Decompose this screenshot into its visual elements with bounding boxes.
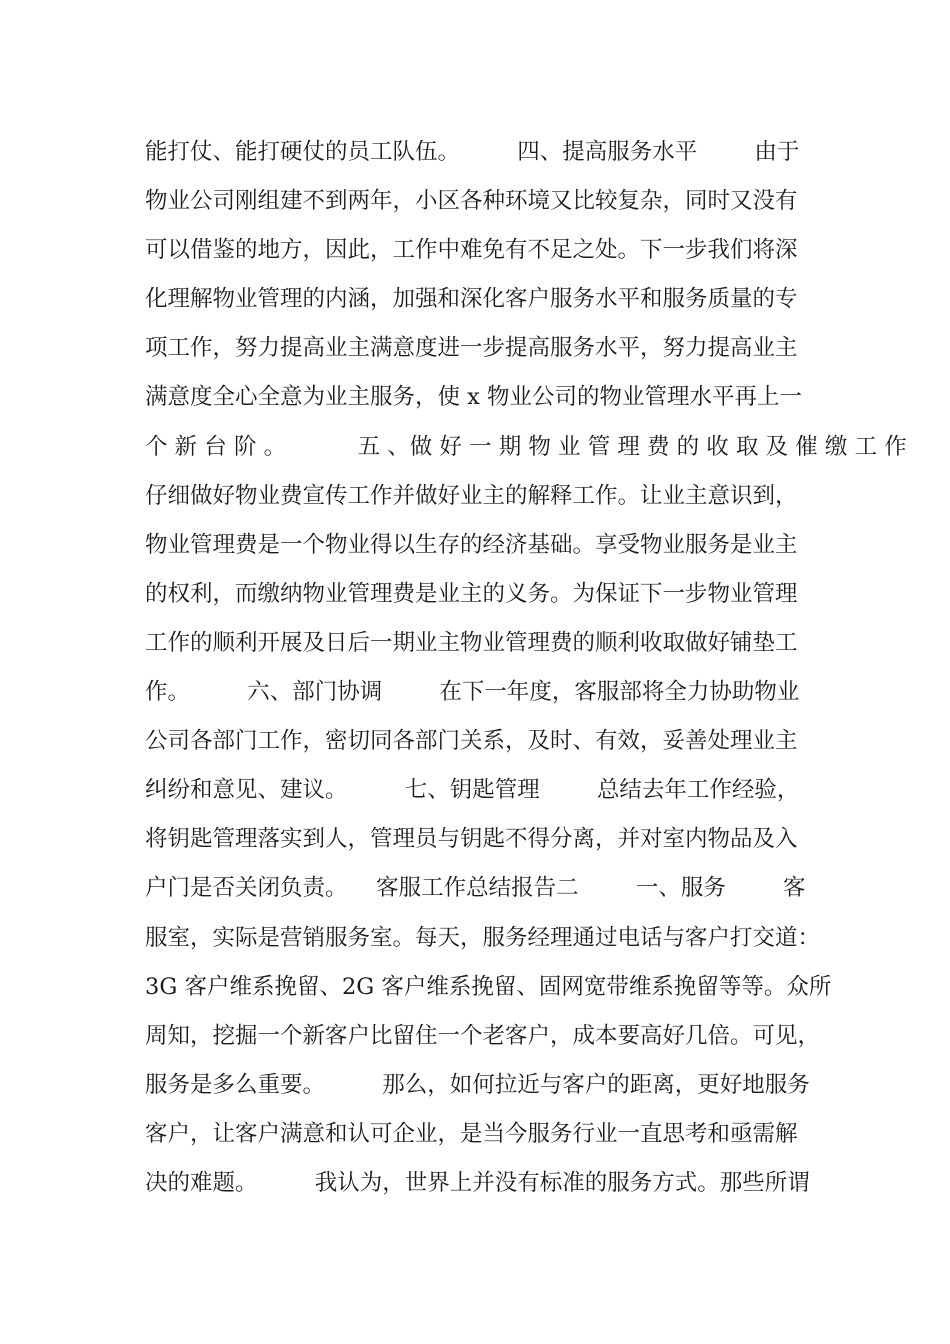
text-line: 化理解物业管理的内涵，加强和深化客户服务水平和服务质量的专 (145, 286, 798, 313)
body-text (145, 128, 907, 1208)
text-line: 客户，让客户满意和认可企业，是当今服务行业一直思考和亟需解 (145, 1120, 798, 1147)
text-line: 的权利，而缴纳物业管理费是业主的义务。为保证下一步物业管理 (145, 580, 798, 607)
text-line: 公司各部门工作，密切同各部门关系，及时、有效，妥善处理业主 (145, 728, 798, 755)
text-line: 个 新 台 阶 。 五 、做 好 一 期 物 业 管 理 费 的 收 取 及 催 缴 工 作 (145, 433, 907, 460)
text-line: 可以借鉴的地方，因此，工作中难免有不足之处。下一步我们将深 (145, 237, 798, 264)
text-line: 项工作，努力提高业主满意度进一步提高服务水平，努力提高业主 (145, 335, 798, 362)
text-line: 能打仗、能打硬仗的员工队伍。 四、提高服务水平 由于 (145, 139, 800, 165)
text-line: 服室，实际是营销服务室。每天，服务经理通过电话与客户打交道： (145, 924, 821, 951)
text-line: 户门是否关闭负责。 客服工作总结报告二 一、服务 客 (145, 875, 806, 902)
text-line: 3G 客户维系挽留、2G 客户维系挽留、固网宽带维系挽留等等。众所 (145, 973, 832, 1000)
text-line: 服务是多么重要。 那么，如何拉近与客户的距离，更好地服务 (145, 1071, 810, 1098)
text-line: 满意度全心全意为业主服务，使 x 物业公司的物业管理水平再上一 (145, 384, 802, 411)
text-line: 仔细做好物业费宣传工作并做好业主的解释工作。让业主意识到， (145, 482, 798, 509)
text-line: 周知，挖掘一个新客户比留住一个老客户，成本要高好几倍。可见， (145, 1022, 821, 1049)
text-line: 物业管理费是一个物业得以生存的经济基础。享受物业服务是业主 (145, 531, 798, 558)
text-line: 作。 六、部门协调 在下一年度，客服部将全力协助物业 (145, 679, 800, 706)
text-line: 决的难题。 我认为，世界上并没有标准的服务方式。那些所谓 (145, 1169, 810, 1196)
text-line: 物业公司刚组建不到两年，小区各种环境又比较复杂，同时又没有 (145, 188, 798, 215)
text-line: 将钥匙管理落实到人，管理员与钥匙不得分离，并对室内物品及入 (145, 826, 798, 853)
text-line: 工作的顺利开展及日后一期业主物业管理费的顺利收取做好铺垫工 (145, 629, 798, 656)
text-line: 纠纷和意见、建议。 七、钥匙管理 总结去年工作经验， (145, 777, 800, 804)
